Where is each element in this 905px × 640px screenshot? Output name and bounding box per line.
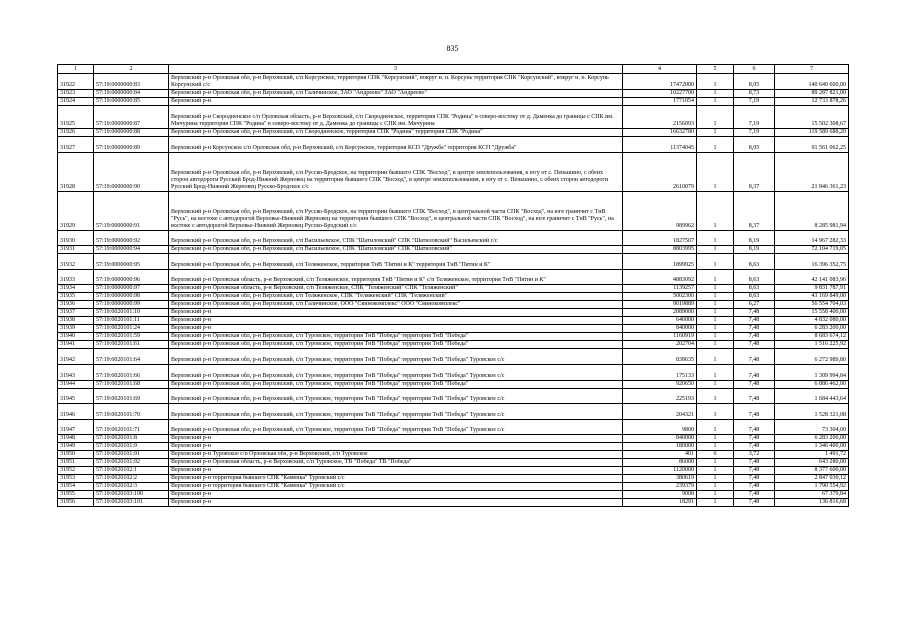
count-cell: 1 — [697, 404, 734, 420]
rate-cell: 8,19 — [734, 230, 775, 246]
table-row — [58, 435, 849, 443]
location-description-cell: Верховский р-н Орловская обл, р-н Верховский, с/п Галичинское, ООО "Свинокомплекс" ООО "Свинокомплекс" — [169, 301, 623, 309]
count-cell: 1 — [697, 269, 734, 285]
location-description-cell: Верховский р-н Туровское с/п Орловская обл, р-н Верховский, с/п Туровское — [169, 451, 623, 459]
table-row — [58, 467, 849, 475]
value-cell: 15 502 308,67 — [775, 105, 849, 128]
rate-cell: 8,37 — [734, 191, 775, 230]
value-cell: 15 558 400,00 — [775, 309, 849, 317]
table-row — [58, 97, 849, 105]
value-cell: 42 141 083,96 — [775, 269, 849, 285]
count-cell: 1 — [697, 435, 734, 443]
value-cell: 89 287 821,00 — [775, 89, 849, 97]
value-cell: 56 554 704,03 — [775, 301, 849, 309]
cadastral-number-cell: 57:19:0020103:101 — [94, 499, 169, 507]
area-cell: 1160919 — [623, 333, 697, 341]
location-description-cell: Верховский р-н Орловская обл, р-н Верховский, с/п Туровское, территория ТнВ "Победа" территория ТнВ "Победа" — [169, 341, 623, 349]
row-number-cell: 31946 — [58, 404, 94, 420]
table-row — [58, 388, 849, 404]
cadastral-number-cell: 57:19:0000000:84 — [94, 89, 169, 97]
rate-cell: 7,48 — [734, 325, 775, 333]
row-number-cell: 31923 — [58, 89, 94, 97]
rate-cell: 7,48 — [734, 435, 775, 443]
rate-cell: 8,63 — [734, 285, 775, 293]
cadastral-number-cell: 57:19:0000000:96 — [94, 269, 169, 285]
table-row — [58, 152, 849, 191]
rate-cell: 3,72 — [734, 451, 775, 459]
count-cell: 1 — [697, 285, 734, 293]
location-description-cell: Верховский р-н Орловская обл, р-н Верховский, с/п Русско-Бродское, на территории бывшего СПК "Восход", в центральной части СПК "Восход", на юге граничит с ТнВ "Русь", на востоке с автодорогой Верховье-Нижний Жерновец на территории бывшего СПК "Восход", в центральной части СПК "Восход", на юге граничит с ТнВ "Русь", на востоке с автодорогой Верховье-Нижний Жерновец Русско-Бродский с/с — [169, 191, 623, 230]
area-cell: 202704 — [623, 341, 697, 349]
table-row — [58, 451, 849, 459]
location-description-cell: Верховский р-н территория бывшего СПК "Каменка" Туровский с/с — [169, 475, 623, 483]
cadastral-number-cell: 57:19:0000000:94 — [94, 246, 169, 254]
table-row — [58, 499, 849, 507]
area-cell: 9008 — [623, 491, 697, 499]
value-cell: 1 346 400,00 — [775, 443, 849, 451]
area-cell: 5002300 — [623, 293, 697, 301]
value-cell: 67 379,84 — [775, 491, 849, 499]
area-cell: 1139257 — [623, 285, 697, 293]
table-row — [58, 404, 849, 420]
table-row — [58, 254, 849, 270]
rate-cell: 7,48 — [734, 459, 775, 467]
area-cell: 840000 — [623, 325, 697, 333]
location-description-cell: Верховский р-н Орловская обл, р-н Верховский, с/п Туровское, территория ТнВ "Победа" территория ТнВ "Победа" — [169, 380, 623, 388]
row-number-cell: 31934 — [58, 285, 94, 293]
rate-cell: 8,37 — [734, 152, 775, 191]
table-row — [58, 380, 849, 388]
table-row — [58, 475, 849, 483]
cadastral-number-cell: 57:19:0020101:64 — [94, 349, 169, 365]
rate-cell: 8,19 — [734, 246, 775, 254]
cadastral-number-cell: 57:19:0000000:88 — [94, 128, 169, 136]
cadastral-number-cell: 57:19:0020101:11 — [94, 317, 169, 325]
location-description-cell: Верховский р-н — [169, 317, 623, 325]
row-number-cell: 31938 — [58, 317, 94, 325]
location-description-cell: Верховский р-н Орловская обл, р-н Верховский, с/п Туровское, территория ТнВ "Победа" территория ТнВ "Победа" Туровское с/с — [169, 404, 623, 420]
count-cell: 1 — [697, 388, 734, 404]
count-cell: 1 — [697, 301, 734, 309]
rate-cell: 7,48 — [734, 467, 775, 475]
cadastral-number-cell: 57:19:0020102:1 — [94, 467, 169, 475]
area-cell: 989962 — [623, 191, 697, 230]
value-cell: 1 790 554,92 — [775, 483, 849, 491]
count-cell: 1 — [697, 483, 734, 491]
rate-cell: 7,48 — [734, 341, 775, 349]
value-cell: 1 684 443,64 — [775, 388, 849, 404]
row-number-cell: 31932 — [58, 254, 94, 270]
rate-cell: 7,48 — [734, 317, 775, 325]
count-cell: 1 — [697, 467, 734, 475]
count-cell: 1 — [697, 341, 734, 349]
rate-cell: 7,48 — [734, 491, 775, 499]
count-cell: 1 — [697, 293, 734, 301]
location-description-cell: Верховский р-н Орловская область, р-н Верховский, с/п Теляженское, СПК "Теляженский" СПК "Теляженский" — [169, 285, 623, 293]
table-row — [58, 443, 849, 451]
rate-cell: 7,48 — [734, 483, 775, 491]
table-row — [58, 341, 849, 349]
location-description-cell: Верховский р-н Орловская обл, р-н Верховский, с/п Туровское, территория ТнВ "Победа" территория ТнВ "Победа" Туровское с/с — [169, 388, 623, 404]
area-cell: 180000 — [623, 443, 697, 451]
table-row — [58, 74, 849, 90]
table-header-row — [58, 65, 849, 74]
rate-cell: 7,19 — [734, 97, 775, 105]
area-cell: 1827507 — [623, 230, 697, 246]
area-cell: 1120000 — [623, 467, 697, 475]
rate-cell: 7,48 — [734, 499, 775, 507]
cadastral-number-cell: 57:19:0020101:24 — [94, 325, 169, 333]
location-description-cell: Верховский р-н Орловская обл, р-н Верховский, с/п Скородненское, территория СПК "Родина" территория СПК "Родина" — [169, 128, 623, 136]
area-cell: 646000 — [623, 317, 697, 325]
rate-cell: 7,48 — [734, 309, 775, 317]
table-row — [58, 128, 849, 136]
row-number-cell: 31956 — [58, 499, 94, 507]
table-row — [58, 333, 849, 341]
location-description-cell: Верховский р-н — [169, 325, 623, 333]
row-number-cell: 31955 — [58, 491, 94, 499]
count-cell: 1 — [697, 246, 734, 254]
header-cell: 1 — [58, 65, 94, 74]
area-cell: 86000 — [623, 459, 697, 467]
area-cell: 11374045 — [623, 136, 697, 152]
rate-cell: 7,48 — [734, 364, 775, 380]
location-description-cell: Верховский р-н Орловская обл, р-н Верховский, с/п Васильевское, СПК "Шатиловский" СПК "Шатиловский" — [169, 246, 623, 254]
row-number-cell: 31922 — [58, 74, 94, 90]
area-cell: 2089000 — [623, 309, 697, 317]
location-description-cell: Верховский р-н Орловская обл, р-н Верховский, с/п Васильевское, СПК "Шатиловский" СПК "Шатиловский" Васильевский с/с — [169, 230, 623, 246]
value-cell: 119 589 688,20 — [775, 128, 849, 136]
row-number-cell: 31936 — [58, 301, 94, 309]
rate-cell: 7,48 — [734, 333, 775, 341]
area-cell: 175133 — [623, 364, 697, 380]
count-cell: 1 — [697, 191, 734, 230]
rate-cell: 7,48 — [734, 443, 775, 451]
table-row — [58, 293, 849, 301]
row-number-cell: 31949 — [58, 443, 94, 451]
cadastral-number-cell: 57:19:0020101:92 — [94, 459, 169, 467]
location-description-cell: Верховский р-н Корсунское с/п Орловская обл, р-н Верховский, с/п Корсунское, территория КСП "Дружба" территория КСП "Дружба" — [169, 136, 623, 152]
row-number-cell: 31951 — [58, 459, 94, 467]
table-row — [58, 325, 849, 333]
count-cell: 1 — [697, 317, 734, 325]
table-row — [58, 105, 849, 128]
rate-cell: 7,48 — [734, 349, 775, 365]
area-cell: 16632780 — [623, 128, 697, 136]
table-row — [58, 459, 849, 467]
count-cell: 1 — [697, 333, 734, 341]
area-cell: 838635 — [623, 349, 697, 365]
cadastral-number-cell: 57:19:0000000:91 — [94, 191, 169, 230]
location-description-cell: Верховский р-н Орловская область, р-н Верховский, с/п Теляженское, территория ТнВ "Пятин и К" с/п Теляженское, территория ТнВ "Пятин и К" — [169, 269, 623, 285]
row-number-cell: 31945 — [58, 388, 94, 404]
row-number-cell: 31927 — [58, 136, 94, 152]
location-description-cell: Верховский р-н — [169, 97, 623, 105]
area-cell: 401 — [623, 451, 697, 459]
value-cell: 136 816,68 — [775, 499, 849, 507]
area-cell: 8803995 — [623, 246, 697, 254]
value-cell: 8 377 600,00 — [775, 467, 849, 475]
count-cell: 1 — [697, 491, 734, 499]
value-cell: 91 561 062,25 — [775, 136, 849, 152]
location-description-cell: Верховский р-н — [169, 443, 623, 451]
location-description-cell: Верховский р-н — [169, 467, 623, 475]
count-cell: 1 — [697, 364, 734, 380]
value-cell: 2 847 030,12 — [775, 475, 849, 483]
cadastral-number-cell: 57:19:0000000:89 — [94, 136, 169, 152]
table-row — [58, 191, 849, 230]
value-cell: 4 832 080,00 — [775, 317, 849, 325]
cadastral-number-cell: 57:19:0000000:83 — [94, 74, 169, 90]
area-cell: 225193 — [623, 388, 697, 404]
location-description-cell: Верховский р-н Орловская обл, р-н Верховский, с/п Теляженское, территория ТнВ "Пятин и К" территория ТнВ "Пятин и К" — [169, 254, 623, 270]
row-number-cell: 31933 — [58, 269, 94, 285]
cadastral-number-cell: 57:19:0000000:90 — [94, 152, 169, 191]
rate-cell: 7,48 — [734, 419, 775, 435]
location-description-cell: Верховский р-н — [169, 309, 623, 317]
value-cell: 21 846 361,23 — [775, 152, 849, 191]
table-row — [58, 364, 849, 380]
row-number-cell: 31930 — [58, 230, 94, 246]
cadastral-number-cell: 57:19:0020101:68 — [94, 380, 169, 388]
location-description-cell: Верховский р-н территория бывшего СПК "Каменка" Туровский с/с — [169, 483, 623, 491]
value-cell: 1 528 321,08 — [775, 404, 849, 420]
count-cell: 1 — [697, 128, 734, 136]
value-cell: 43 169 849,00 — [775, 293, 849, 301]
count-cell: 1 — [697, 136, 734, 152]
value-cell: 8 285 981,94 — [775, 191, 849, 230]
count-cell: 1 — [697, 254, 734, 270]
table-row — [58, 419, 849, 435]
cadastral-number-cell: 57:19:0020101:70 — [94, 404, 169, 420]
area-cell: 380619 — [623, 475, 697, 483]
count-cell: 1 — [697, 349, 734, 365]
cadastral-number-cell: 57:19:0000000:97 — [94, 285, 169, 293]
area-cell: 1899925 — [623, 254, 697, 270]
count-cell: 1 — [697, 97, 734, 105]
row-number-cell: 31940 — [58, 333, 94, 341]
cadastral-number-cell: 57:19:0000000:99 — [94, 301, 169, 309]
cadastral-number-cell: 57:19:0000000:98 — [94, 293, 169, 301]
count-cell: 1 — [697, 152, 734, 191]
rate-cell: 7,48 — [734, 404, 775, 420]
cadastral-number-cell: 57:19:0020102:2 — [94, 475, 169, 483]
cadastral-number-cell: 57:19:0020101:10 — [94, 309, 169, 317]
rate-cell: 7,48 — [734, 388, 775, 404]
location-description-cell: Верховский р-н Орловская обл, р-н Верховский, с/п Русско-Бродское, на территории бывшего СПК "Восход", в центре землепользования, к югу от с. Пеньшино, с обеих сторон автодороги Русский Брод-Нижний Жерновец на территории бывшего СПК "Восход", в центре землепользования, к югу от с. Пеньшино, с обеих сторон автодороги Русский Брод-Нижний Жерновец Русско-Бродское с/с — [169, 152, 623, 191]
header-cell: 7 — [775, 65, 849, 74]
cadastral-number-cell: 57:19:0020102:3 — [94, 483, 169, 491]
count-cell: 6 — [697, 451, 734, 459]
count-cell: 1 — [697, 309, 734, 317]
cadastral-number-cell: 57:19:0000000:95 — [94, 254, 169, 270]
value-cell: 6 272 989,80 — [775, 349, 849, 365]
cadastral-number-cell: 57:19:0020101:59 — [94, 333, 169, 341]
count-cell: 1 — [697, 89, 734, 97]
table-row — [58, 230, 849, 246]
table-row — [58, 483, 849, 491]
table-row — [58, 89, 849, 97]
location-description-cell: Верховский р-н Орловская обл, р-н Верховский, с/п Туровское, территория ТнВ "Победа" территория ТнВ "Победа" Туровское с/с — [169, 419, 623, 435]
rate-cell: 8,73 — [734, 89, 775, 97]
row-number-cell: 31954 — [58, 483, 94, 491]
row-number-cell: 31944 — [58, 380, 94, 388]
rate-cell: 7,19 — [734, 105, 775, 128]
count-cell: 1 — [697, 459, 734, 467]
count-cell: 1 — [697, 380, 734, 388]
cadastral-number-cell: 57:19:0020101:9 — [94, 443, 169, 451]
area-cell: 2156093 — [623, 105, 697, 128]
location-description-cell: Верховский р-н Орловская обл, р-н Верховский, с/п Туровское, территория ТнВ "Победа" территория ТнВ "Победа" Туровское с/с — [169, 349, 623, 365]
row-number-cell: 31948 — [58, 435, 94, 443]
value-cell: 8 683 674,12 — [775, 333, 849, 341]
value-cell: 1 491,72 — [775, 451, 849, 459]
row-number-cell: 31925 — [58, 105, 94, 128]
row-number-cell: 31950 — [58, 451, 94, 459]
header-cell: 5 — [697, 65, 734, 74]
row-number-cell: 31942 — [58, 349, 94, 365]
cadastral-number-cell: 57:19:0020101:69 — [94, 388, 169, 404]
table-row — [58, 309, 849, 317]
count-cell: 1 — [697, 105, 734, 128]
area-cell: 840000 — [623, 435, 697, 443]
location-description-cell: Верховский р-н Скородненское с/п Орловская область, р-н Верховский, с/п Скородненское, территория СПК "Родина" в северо-востоку от д. Даменка до границы с СПК им. Мичурина территория СПК "Родина" в северо-востоку от д. Даменка до границы с СПК им. Мичурина — [169, 105, 623, 128]
row-number-cell: 31952 — [58, 467, 94, 475]
row-number-cell: 31947 — [58, 419, 94, 435]
area-cell: 18291 — [623, 499, 697, 507]
location-description-cell: Верховский р-н Орловская обл, р-н Верховский, с/п Туровское, территория ТнВ "Победа" территория ТнВ "Победа" Туровское с/с — [169, 364, 623, 380]
area-cell: 9019889 — [623, 301, 697, 309]
row-number-cell: 31926 — [58, 128, 94, 136]
row-number-cell: 31929 — [58, 191, 94, 230]
location-description-cell: Верховский р-н — [169, 435, 623, 443]
area-cell: 17472000 — [623, 74, 697, 90]
header-cell: 4 — [623, 65, 697, 74]
row-number-cell: 31941 — [58, 341, 94, 349]
table-row — [58, 317, 849, 325]
cadastral-number-cell: 57:19:0000000:92 — [94, 230, 169, 246]
value-cell: 16 396 352,75 — [775, 254, 849, 270]
rate-cell: 7,19 — [734, 128, 775, 136]
rate-cell: 8,63 — [734, 254, 775, 270]
rate-cell: 8,63 — [734, 293, 775, 301]
header-cell: 2 — [94, 65, 169, 74]
value-cell: 1 516 225,92 — [775, 341, 849, 349]
area-cell: 239379 — [623, 483, 697, 491]
rate-cell: 6,27 — [734, 301, 775, 309]
cadastral-number-cell: 57:19:0020101:91 — [94, 451, 169, 459]
cadastral-number-cell: 57:19:0000000:87 — [94, 105, 169, 128]
location-description-cell: Верховский р-н — [169, 491, 623, 499]
row-number-cell: 31931 — [58, 246, 94, 254]
area-cell: 9800 — [623, 419, 697, 435]
cadastral-number-cell: 57:19:0020103:100 — [94, 491, 169, 499]
value-cell: 1 309 994,84 — [775, 364, 849, 380]
count-cell: 1 — [697, 475, 734, 483]
table-row — [58, 246, 849, 254]
area-cell: 4883092 — [623, 269, 697, 285]
value-cell: 6 283 200,00 — [775, 325, 849, 333]
rate-cell: 8,05 — [734, 136, 775, 152]
table-row — [58, 285, 849, 293]
rate-cell: 7,48 — [734, 475, 775, 483]
count-cell: 1 — [697, 230, 734, 246]
value-cell: 6 283 200,00 — [775, 435, 849, 443]
location-description-cell: Верховский р-н Орловская обл, р-н Верховский, с/п Галичинское, ЗАО "Андреево" ЗАО "Андреево" — [169, 89, 623, 97]
row-number-cell: 31924 — [58, 97, 94, 105]
value-cell: 6 886 462,00 — [775, 380, 849, 388]
area-cell: 10227700 — [623, 89, 697, 97]
count-cell: 1 — [697, 74, 734, 90]
location-description-cell: Верховский р-н Орловская обл, р-н Верховский, с/п Туровское, территория ТнВ "Победа" территория ТнВ "Победа" — [169, 333, 623, 341]
page-number: 835 — [446, 44, 459, 53]
cadastral-number-cell: 57:19:0020101:61 — [94, 341, 169, 349]
header-cell: 6 — [734, 65, 775, 74]
value-cell: 14 967 282,33 — [775, 230, 849, 246]
rate-cell: 7,48 — [734, 380, 775, 388]
count-cell: 1 — [697, 499, 734, 507]
cadastral-number-cell: 57:19:0020101:8 — [94, 435, 169, 443]
value-cell: 9 831 787,91 — [775, 285, 849, 293]
rate-cell: 8,05 — [734, 74, 775, 90]
location-description-cell: Верховский р-н Орловская обл, р-н Верховский, с/п Теляженское, СПК "Теляженский" СПК "Теляженский" — [169, 293, 623, 301]
area-cell: 1771054 — [623, 97, 697, 105]
cadastral-number-cell: 57:19:0020101:66 — [94, 364, 169, 380]
row-number-cell: 31937 — [58, 309, 94, 317]
count-cell: 1 — [697, 443, 734, 451]
row-number-cell: 31943 — [58, 364, 94, 380]
value-cell: 73 304,00 — [775, 419, 849, 435]
count-cell: 1 — [697, 419, 734, 435]
location-description-cell: Верховский р-н Орловская область, р-н Верховский, с/п Туровское, ТВ "Победа" ТВ "Победа" — [169, 459, 623, 467]
area-cell: 204321 — [623, 404, 697, 420]
table-row — [58, 301, 849, 309]
value-cell: 140 649 600,00 — [775, 74, 849, 90]
value-cell: 72 104 719,05 — [775, 246, 849, 254]
area-cell: 2610079 — [623, 152, 697, 191]
count-cell: 1 — [697, 325, 734, 333]
table-row — [58, 491, 849, 499]
rate-cell: 8,63 — [734, 269, 775, 285]
row-number-cell: 31928 — [58, 152, 94, 191]
row-number-cell: 31939 — [58, 325, 94, 333]
cadastral-number-cell: 57:19:0020101:71 — [94, 419, 169, 435]
table-row — [58, 136, 849, 152]
value-cell: 12 733 878,26 — [775, 97, 849, 105]
cadastral-number-cell: 57:19:0000000:85 — [94, 97, 169, 105]
row-number-cell: 31935 — [58, 293, 94, 301]
location-description-cell: Верховский р-н — [169, 499, 623, 507]
row-number-cell: 31953 — [58, 475, 94, 483]
table-row — [58, 349, 849, 365]
table-row — [58, 269, 849, 285]
header-cell: 3 — [169, 65, 623, 74]
value-cell: 643 280,00 — [775, 459, 849, 467]
area-cell: 920650 — [623, 380, 697, 388]
cadastral-table — [57, 64, 849, 507]
location-description-cell: Верховский р-н Орловская обл, р-н Верховский, с/п Корсунское, территория СПК "Корсунский", вокруг н. п. Корсунь территория СПК "Корсунский", вокруг н. п. Корсунь Корсунский с/с — [169, 74, 623, 90]
